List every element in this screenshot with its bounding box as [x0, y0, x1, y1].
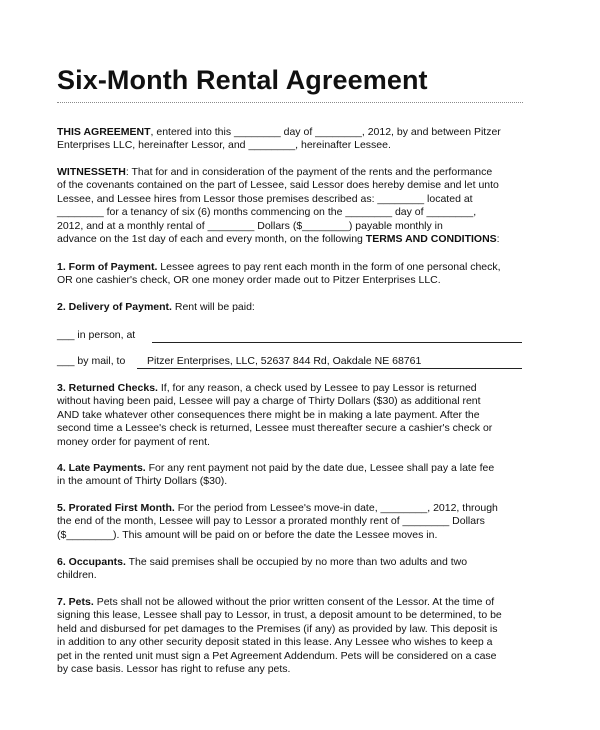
prorated-first-month-label: 5. Prorated First Month.	[57, 502, 175, 514]
occupants-label: 6. Occupants.	[57, 556, 126, 568]
returned-checks-label: 3. Returned Checks.	[57, 382, 158, 394]
returned-checks-section: 3. Returned Checks. If, for any reason, a check used by Lessee to pay Lessor is returned without having been paid, Lessee will pay a charge of Thirty Dollars ($30) as additional rent AND take whatever other consequences there might be in making a late payment. After the second time a Lessee's check is returned, Lessee must thereafter secure a cashier's check or money order for payment of rent.	[57, 382, 493, 448]
form-of-payment-label: 1. Form of Payment.	[57, 261, 158, 273]
pets-section: 7. Pets. Pets shall not be allowed without the prior written consent of the Lessor. At the time of signing this lease, Lessee shall pay to Lessor, in trust, a deposit amount to be determined, to be held and disbursed for pet damages to the Premises (if any) as provided by law. This deposit is in addition to any other security deposit stated in this lease. Any Lessee who wishes to keep a pet in the rented unit must sign a Pet Agreement Addendum. Pets will be considered on a case by case basis. Lessor has right to refuse any pets.	[57, 596, 502, 676]
by-mail-option: ___ by mail, to	[57, 355, 126, 367]
document-title: Six-Month Rental Agreement	[57, 65, 428, 95]
in-person-option: ___ in person, at	[57, 329, 136, 341]
form-of-payment-section: 1. Form of Payment. Lessee agrees to pay rent each month in the form of one personal check, OR one cashier's check, OR one money order made out to Pitzer Enterprises LLC.	[57, 261, 501, 287]
occupants-section: 6. Occupants. The said premises shall be occupied by no more than two adults and two children.	[57, 556, 468, 582]
pets-label: 7. Pets.	[57, 596, 94, 608]
witnesseth-paragraph: WITNESSETH: That for and in consideration of the payment of the rents and the performance of the covenants contained on the part of Lessee, said Lessor does hereby demise and let unto Lessee, and Lessee hires from Lessor those premises described as: ________ located at ________ for a tenancy of six (6) months commencing on the ________ day of ________, 2012, and at a monthly rental of ________ Dollars ($________) payable monthly in advance on the 1st day of each and every month, on the following TERMS AND CONDITIONS:	[57, 166, 500, 246]
late-payments-label: 4. Late Payments.	[57, 462, 146, 474]
mailing-address: Pitzer Enterprises, LLC, 52637 844 Rd, Oakdale NE 68761	[147, 355, 422, 367]
title-divider	[57, 102, 523, 103]
prorated-first-month-section: 5. Prorated First Month. For the period from Lessee's move-in date, ________, 2012, through the end of the month, Lessee will pay to Lessor a prorated monthly rent of ________ Dollars ($________). This amount will be paid on or before the date the Lessee moves in.	[57, 502, 498, 541]
delivery-of-payment-label: 2. Delivery of Payment.	[57, 301, 172, 313]
delivery-of-payment-section: 2. Delivery of Payment. Rent will be paid:	[57, 301, 255, 313]
late-payments-section: 4. Late Payments. For any rent payment not paid by the date due, Lessee shall pay a late fee in the amount of Thirty Dollars ($30).	[57, 462, 495, 488]
in-person-address-line	[152, 342, 522, 343]
terms-and-conditions: TERMS AND CONDITIONS	[365, 233, 497, 246]
agreement-label: THIS AGREEMENT	[57, 126, 151, 138]
agreement-paragraph: THIS AGREEMENT, entered into this ________ day of ________, 2012, by and between Pitzer Enterprises LLC, hereinafter Lessor, and ________, hereinafter Lessee.	[57, 126, 501, 152]
mail-address-line	[137, 368, 522, 369]
witnesseth-label: WITNESSETH	[57, 166, 126, 178]
